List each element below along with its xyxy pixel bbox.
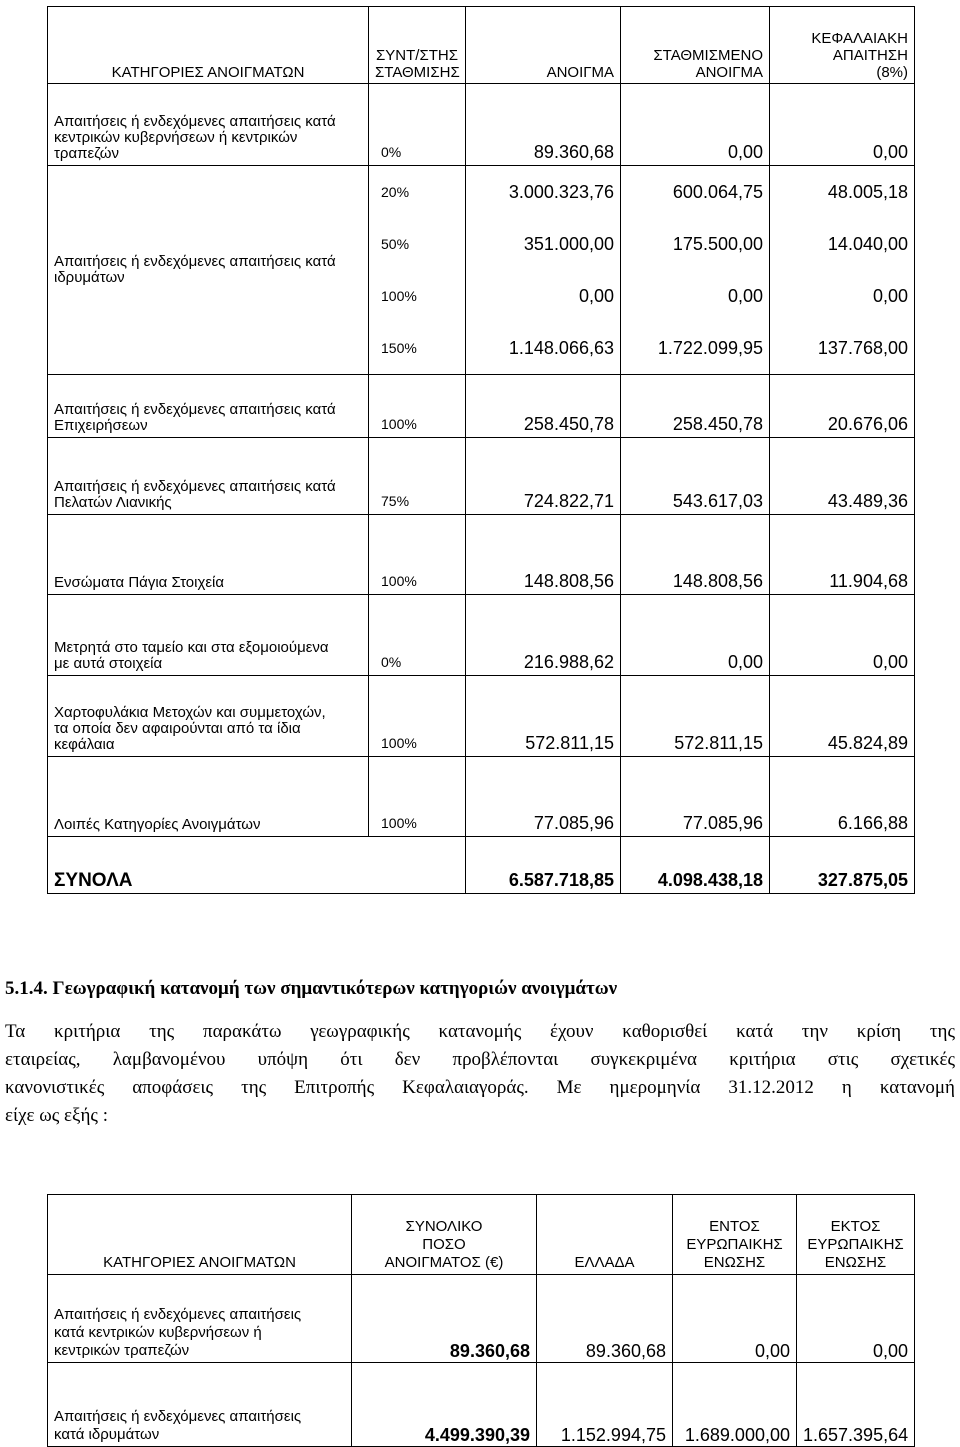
- header-greece: ΕΛΛΑΔΑ: [537, 1195, 673, 1275]
- row-category: Ενσώματα Πάγια Στοιχεία: [48, 515, 369, 595]
- row-weight: 0%: [369, 84, 466, 166]
- header-weighted: ΣΤΑΘΜΙΣΜΕΝΟ ΑΝΟΙΓΜΑ: [621, 7, 770, 84]
- row-capital: 43.489,36: [770, 438, 915, 515]
- total-exposure: 6.587.718,85: [466, 837, 621, 894]
- row-weight: 100%: [369, 515, 466, 595]
- total-label: ΣΥΝΟΛΑ: [48, 837, 466, 894]
- row-weight: 100%: [369, 375, 466, 438]
- header-capital: ΚΕΦΑΛΑΙΑΚΗ ΑΠΑΙΤΗΣΗ (8%): [770, 7, 915, 84]
- total-capital: 327.875,05: [770, 837, 915, 894]
- row-category: Απαιτήσεις ή ενδεχόμενες απαιτήσεις κατά κεντρικών κυβερνήσεων ή κεντρικών τραπεζών: [48, 84, 369, 166]
- row-category: Απαιτήσεις ή ενδεχόμενες απαιτήσεις κατά Πελατών Λιανικής: [48, 438, 369, 515]
- table-row: [48, 1275, 915, 1363]
- table-row: [48, 375, 915, 438]
- capital-requirements-table: [47, 6, 915, 894]
- row-weight: 75%: [369, 438, 466, 515]
- row-category: Απαιτήσεις ή ενδεχόμενες απαιτήσεις κατά Επιχειρήσεων: [48, 375, 369, 438]
- row-outside-eu: 0,00: [797, 1275, 915, 1363]
- row-exposure: 148.808,56: [466, 515, 621, 595]
- geographic-distribution-table: [47, 1194, 915, 1447]
- row-category: Απαιτήσεις ή ενδεχόμενες απαιτήσεις κατά κεντρικών κυβερνήσεων ή κεντρικών τραπεζών: [48, 1275, 352, 1363]
- header-outside-eu: ΕΚΤΟΣ ΕΥΡΩΠΑΙΚΗΣ ΕΝΩΣΗΣ: [797, 1195, 915, 1275]
- table-row: [48, 757, 915, 837]
- row-category: Μετρητά στο ταμείο και στα εξομοιούμενα με αυτά στοιχεία: [48, 595, 369, 676]
- row-inside-eu: 1.689.000,00: [673, 1363, 797, 1447]
- row-capital: 0,00: [770, 595, 915, 676]
- row-exposure: 89.360,68: [466, 84, 621, 166]
- row-category: Χαρτοφυλάκια Μετοχών και συμμετοχών, τα οποία δεν αφαιρούνται από τα ίδια κεφάλαια: [48, 676, 369, 757]
- row-capital: 45.824,89: [770, 676, 915, 757]
- header-category: ΚΑΤΗΓΟΡΙΕΣ ΑΝΟΙΓΜΑΤΩΝ: [48, 7, 369, 84]
- row-weighted: 77.085,96: [621, 757, 770, 837]
- row-exposure: 77.085,96: [466, 757, 621, 837]
- row-weight: 100%: [369, 757, 466, 837]
- table-row: [48, 1363, 915, 1447]
- header-total: ΣΥΝΟΛΙΚΟ ΠΟΣΟ ΑΝΟΙΓΜΑΤΟΣ (€): [352, 1195, 537, 1275]
- row-capital: 11.904,68: [770, 515, 915, 595]
- row-category: Απαιτήσεις ή ενδεχόμενες απαιτήσεις κατά ιδρυμάτων: [48, 1363, 352, 1447]
- section-paragraph: Τα κριτήρια της παρακάτω γεωγραφικής κατανομής έχουν καθορισθεί κατά την κρίση της εταιρείας, λαμβανομένου υπόψη ότι δεν προβλέπονται συγκεκριμένα κριτήρια στις σχετικές κανονιστικές αποφάσεις της Επιτροπής Κεφαλαιαγοράς. Με ημερομηνία 31.12.2012 η κατανομή είχε ως εξής :: [5, 1021, 955, 1126]
- section-heading: 5.1.4. Γεωγραφική κατανομή των σημαντικότερων κατηγοριών ανοιγμάτων: [5, 978, 618, 999]
- row-weighted: 572.811,15: [621, 676, 770, 757]
- table-row: [48, 438, 915, 515]
- row-total: 89.360,68: [352, 1275, 537, 1363]
- header-inside-eu: ΕΝΤΟΣ ΕΥΡΩΠΑΙΚΗΣ ΕΝΩΣΗΣ: [673, 1195, 797, 1275]
- table-row: [48, 515, 915, 595]
- row-weighted: 258.450,78: [621, 375, 770, 438]
- row-greece: 1.152.994,75: [537, 1363, 673, 1447]
- row-weight: 0%: [369, 595, 466, 676]
- row-capital: 6.166,88: [770, 757, 915, 837]
- row-exposure: 216.988,62: [466, 595, 621, 676]
- row-total: 4.499.390,39: [352, 1363, 537, 1447]
- row-category: Λοιπές Κατηγορίες Ανοιγμάτων: [48, 757, 369, 837]
- row-capital: 20.676,06: [770, 375, 915, 438]
- total-row: [48, 837, 915, 894]
- table-row: [48, 595, 915, 676]
- row-weighted: 0,00: [621, 84, 770, 166]
- row-capital: 48.005,18 14.040,00 0,00 137.768,00: [770, 166, 915, 375]
- row-outside-eu: 1.657.395,64: [797, 1363, 915, 1447]
- row-weighted: 600.064,75 175.500,00 0,00 1.722.099,95: [621, 166, 770, 375]
- row-weight: 20% 50% 100% 150%: [369, 166, 466, 375]
- row-weight: 100%: [369, 676, 466, 757]
- table-header-row: [48, 7, 915, 84]
- row-weighted: 0,00: [621, 595, 770, 676]
- row-greece: 89.360,68: [537, 1275, 673, 1363]
- total-weighted: 4.098.438,18: [621, 837, 770, 894]
- row-category: Απαιτήσεις ή ενδεχόμενες απαιτήσεις κατά ιδρυμάτων: [48, 166, 369, 375]
- header-weight: ΣΥΝΤ/ΣΤΗΣ ΣΤΑΘΜΙΣΗΣ: [369, 7, 466, 84]
- table-row: [48, 166, 915, 375]
- row-exposure: 572.811,15: [466, 676, 621, 757]
- header-category: ΚΑΤΗΓΟΡΙΕΣ ΑΝΟΙΓΜΑΤΩΝ: [48, 1195, 352, 1275]
- header-exposure: ΑΝΟΙΓΜΑ: [466, 7, 621, 84]
- row-exposure: 258.450,78: [466, 375, 621, 438]
- table-row: [48, 676, 915, 757]
- row-weighted: 148.808,56: [621, 515, 770, 595]
- row-capital: 0,00: [770, 84, 915, 166]
- row-exposure: 724.822,71: [466, 438, 621, 515]
- table-header-row: [48, 1195, 915, 1275]
- row-weighted: 543.617,03: [621, 438, 770, 515]
- row-inside-eu: 0,00: [673, 1275, 797, 1363]
- row-exposure: 3.000.323,76 351.000,00 0,00 1.148.066,63: [466, 166, 621, 375]
- table-row: [48, 84, 915, 166]
